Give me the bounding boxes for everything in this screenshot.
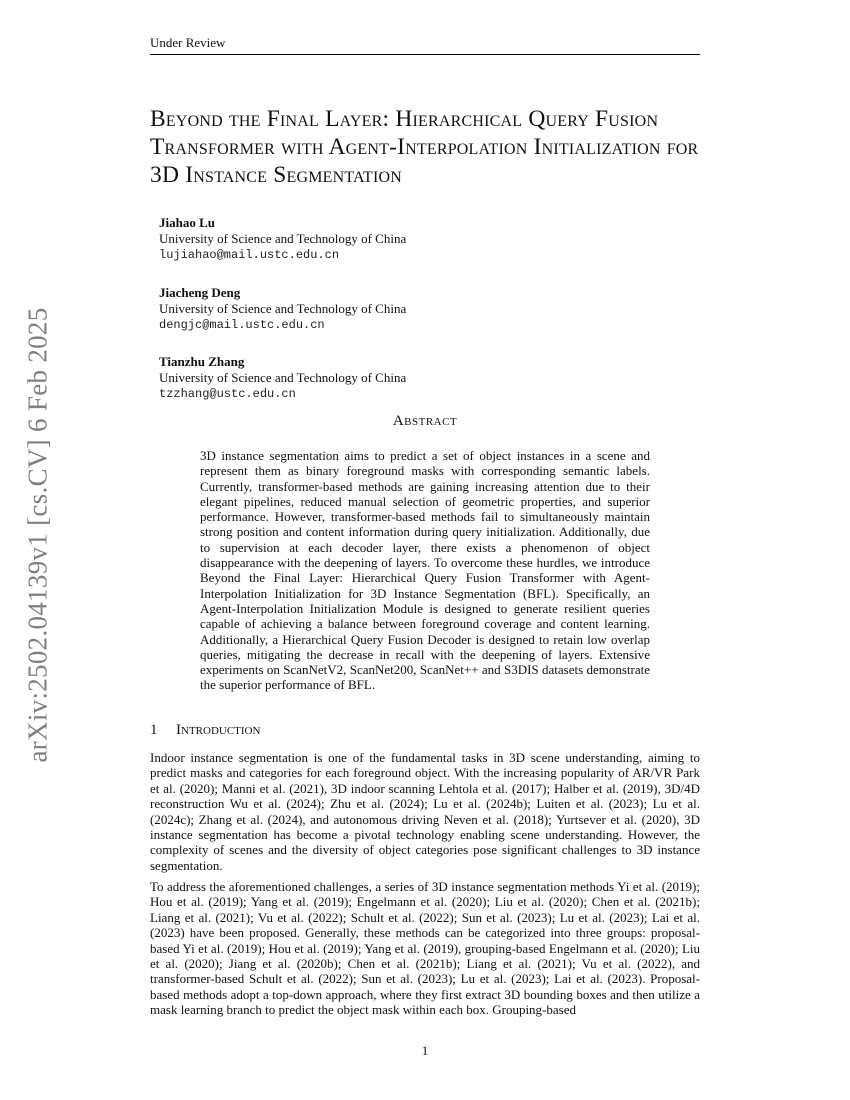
running-head: Under Review <box>150 35 700 55</box>
author-name: Tianzhu Zhang <box>159 354 245 369</box>
author-affiliation: University of Science and Technology of China <box>159 231 407 246</box>
author-block <box>159 215 406 263</box>
paper-title: Beyond the Final Layer: Hierarchical Query Fusion Transformer with Agent-Interpolation Initialization for 3D Instance Segmentation <box>150 106 699 188</box>
section-heading <box>150 722 260 739</box>
abstract-text: 3D instance segmentation aims to predict a set of object instances in a scene and represent them as binary foreground masks with corresponding semantic labels. Currently, transformer-based methods are gaining increasing attention due to their elegant pipelines, reduced manual selection of geometric properties, and superior performance. However, transformer-based methods fail to simultaneously maintain strong position and content information during query initialization. Additionally, due to supervision at each decoder layer, there exists a phenomenon of object disappearance with the deepening of layers. To overcome these hurdles, we introduce Beyond the Final Layer: Hierarchical Query Fusion Transformer with Agent-Interpolation Initialization for 3D Instance Segmentation (BFL). Specifically, an Agent-Interpolation Initialization Module is designed to generate resilient queries capable of achieving a balance between foreground coverage and content learning. Additionally, a Hierarchical Query Fusion Decoder is designed to retain low overlap queries, mitigating the decrease in recall with the deepening of layers. Extensive experiments on ScanNetV2, ScanNet200, ScanNet++ and S3DIS datasets demonstrate the superior performance of BFL. <box>200 448 650 693</box>
arxiv-identifier: arXiv:2502.04139v1 [cs.CV] 6 Feb 2025 <box>22 307 53 763</box>
body-paragraph: Indoor instance segmentation is one of the fundamental tasks in 3D scene understanding, aiming to predict masks and categories for each foreground object. With the increasing popularity of AR/VR Park et al. (2020); Manni et al. (2021), 3D indoor scanning Lehtola et al. (2017); Halber et al. (2019), 3D/4D reconstruction Wu et al. (2024); Zhu et al. (2024); Lu et al. (2024b); Luiten et al. (2023); Lu et al. (2024c); Zhang et al. (2024), and autonomous driving Neven et al. (2018); Yurtsever et al. (2020), 3D instance segmentation has become a pivotal technology enabling scene understanding. However, the complexity of scenes and the diversity of object categories pose significant challenges to 3D instance segmentation. <box>150 750 700 873</box>
section-title: Introduction <box>176 722 261 738</box>
arxiv-sidebar <box>8 300 68 770</box>
author-email[interactable]: lujiahao@mail.ustc.edu.cn <box>159 248 340 262</box>
section-number: 1 <box>150 722 158 738</box>
author-name: Jiahao Lu <box>159 215 215 230</box>
author-email[interactable]: tzzhang@ustc.edu.cn <box>159 387 296 401</box>
author-email[interactable]: dengjc@mail.ustc.edu.cn <box>159 318 325 332</box>
page-number: 1 <box>421 1043 429 1058</box>
author-block <box>159 285 406 333</box>
author-name: Jiacheng Deng <box>159 285 241 300</box>
author-affiliation: University of Science and Technology of China <box>159 301 407 316</box>
abstract-heading: Abstract <box>392 413 458 429</box>
body-paragraph: To address the aforementioned challenges, a series of 3D instance segmentation methods Yi et al. (2019); Hou et al. (2019); Yang et al. (2019); Engelmann et al. (2020); Liu et al. (2020); Chen et al. (2021b); Liang et al. (2021); Vu et al. (2022); Schult et al. (2022); Sun et al. (2023); Lu et al. (2023); Lai et al. (2023) have been proposed. Generally, these methods can be categorized into three groups: proposal-based Yi et al. (2019); Hou et al. (2019); Yang et al. (2019), grouping-based Engelmann et al. (2020); Liu et al. (2020); Jiang et al. (2020b); Chen et al. (2021b); Liang et al. (2021); Vu et al. (2022), and transformer-based Schult et al. (2022); Sun et al. (2023); Lu et al. (2023); Lai et al. (2023). Proposal-based methods adopt a top-down approach, where they first extract 3D bounding boxes and then utilize a mask learning branch to predict the object mask within each box. Grouping-based <box>150 879 700 1018</box>
author-affiliation: University of Science and Technology of China <box>159 370 407 385</box>
author-block <box>159 354 406 402</box>
